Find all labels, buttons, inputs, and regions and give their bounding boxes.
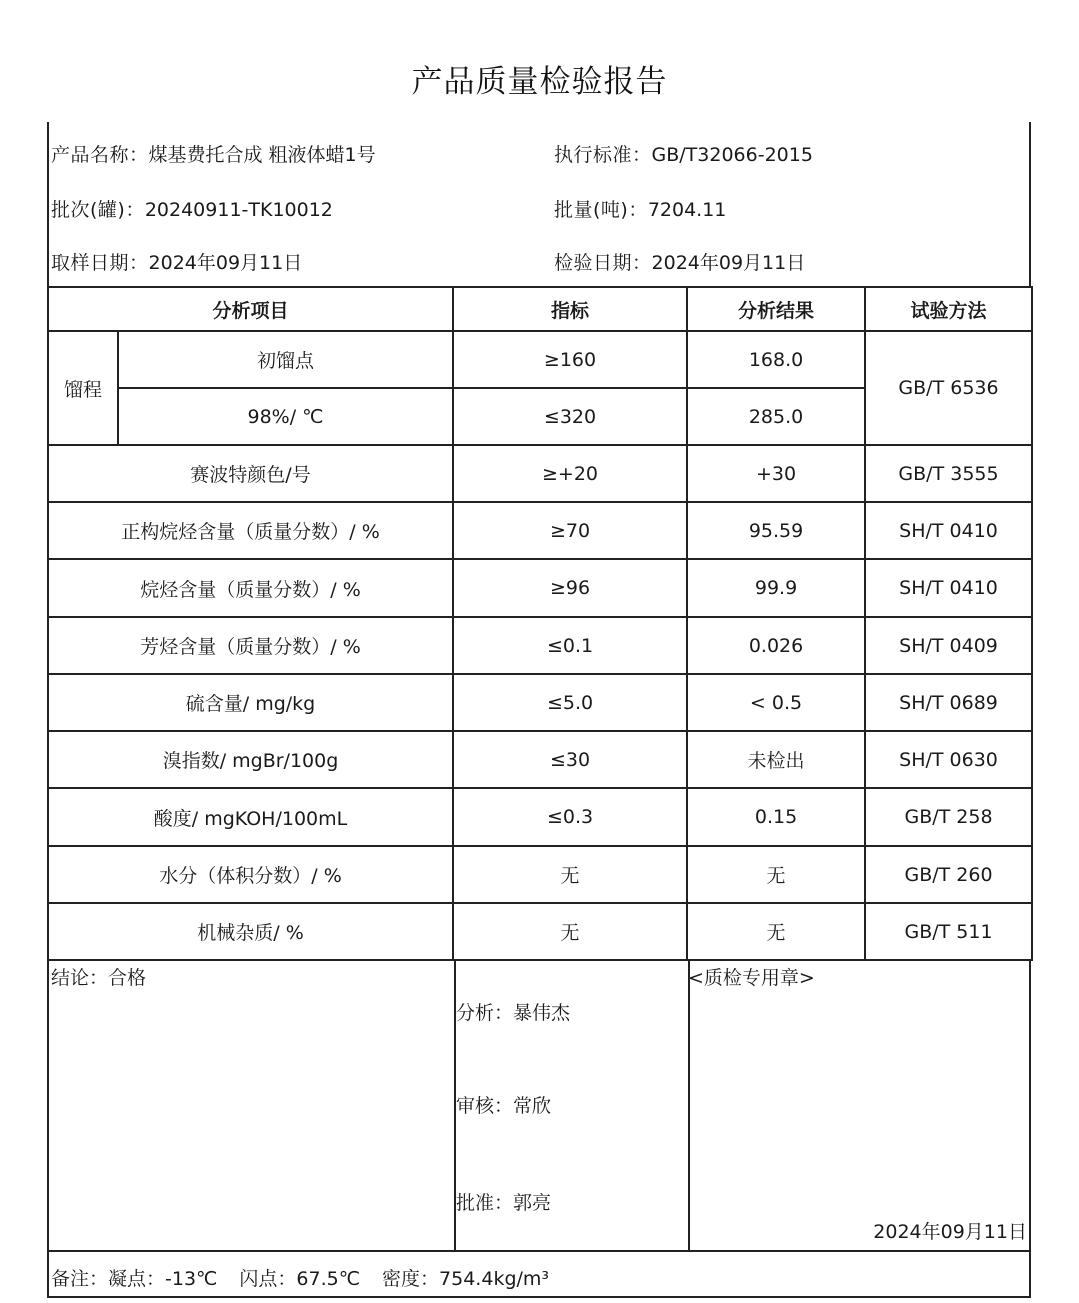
row-result: 285.0	[687, 388, 865, 445]
row-method: SH/T 0689	[865, 674, 1032, 731]
quantity-field	[554, 195, 726, 222]
standard-field	[554, 140, 813, 167]
sampling-date-field	[51, 248, 302, 275]
distillation-group-label: 馏程	[48, 331, 118, 445]
approver-signature: 批准：郭亮	[456, 1192, 552, 1214]
batch-label: 批次(罐)：	[51, 199, 145, 221]
row-spec: ≥70	[453, 502, 687, 559]
reviewer-signature: 审核：常欣	[456, 1095, 552, 1117]
row-spec: ≥96	[453, 559, 687, 617]
analyst-signature: 分析：暴伟杰	[456, 1002, 571, 1024]
row-result: 未检出	[687, 731, 865, 788]
stamp-cell	[688, 960, 1029, 1250]
row-item: 酸度/ mgKOH/100mL	[48, 788, 453, 846]
remarks-row	[47, 1250, 1031, 1298]
table-row	[48, 903, 1032, 960]
flash-point: 闪点：67.5℃	[239, 1268, 361, 1290]
batch-field	[51, 195, 333, 222]
row-result: 168.0	[687, 331, 865, 388]
row-method: GB/T 511	[865, 903, 1032, 960]
row-result: 0.15	[687, 788, 865, 846]
row-result: < 0.5	[687, 674, 865, 731]
report-title: 产品质量检验报告	[411, 64, 668, 100]
table-row	[48, 331, 1032, 388]
product-name-value: 煤基费托合成 粗液体蜡1号	[148, 144, 376, 166]
row-item: 溴指数/ mgBr/100g	[48, 731, 453, 788]
conclusion-text: 结论：合格	[51, 967, 147, 989]
row-spec: ≤0.1	[453, 617, 687, 674]
remarks-label: 备注：	[51, 1268, 109, 1290]
inspection-date-label: 检验日期：	[554, 252, 652, 274]
product-name-field	[51, 140, 376, 167]
table-row	[48, 788, 1032, 846]
row-result: 0.026	[687, 617, 865, 674]
row-method: SH/T 0409	[865, 617, 1032, 674]
table-row	[48, 731, 1032, 788]
conclusion-cell	[49, 960, 456, 1250]
row-method: SH/T 0410	[865, 559, 1032, 617]
quantity-label: 批量(吨)：	[554, 199, 648, 221]
row-spec: ≤30	[453, 731, 687, 788]
table-row	[48, 502, 1032, 559]
sampling-date-label: 取样日期：	[51, 252, 149, 274]
table-header-row	[48, 287, 1032, 331]
row-item: 硫含量/ mg/kg	[48, 674, 453, 731]
row-item: 芳烃含量（质量分数）/ %	[48, 617, 453, 674]
analysis-table	[47, 286, 1033, 961]
row-item: 烷烃含量（质量分数）/ %	[48, 559, 453, 617]
table-row	[48, 846, 1032, 903]
row-spec: ≤0.3	[453, 788, 687, 846]
row-method: GB/T 3555	[865, 445, 1032, 502]
batch-value: 20240911-TK10012	[144, 199, 333, 221]
density: 密度：754.4kg/m³	[382, 1268, 550, 1290]
standard-label: 执行标准：	[554, 144, 652, 166]
remarks-text	[51, 1264, 571, 1291]
row-result: 99.9	[687, 559, 865, 617]
row-method: GB/T 260	[865, 846, 1032, 903]
row-item: 赛波特颜色/号	[48, 445, 453, 502]
row-item: 初馏点	[118, 331, 453, 388]
stamp-date: 2024年09月11日	[873, 1221, 1027, 1243]
conclusion-section	[47, 960, 1031, 1252]
row-spec: ≤320	[453, 388, 687, 445]
sampling-date-value: 2024年09月11日	[148, 252, 303, 274]
row-method: GB/T 258	[865, 788, 1032, 846]
row-result: +30	[687, 445, 865, 502]
row-spec: 无	[453, 903, 687, 960]
signature-cell	[454, 960, 690, 1250]
inspection-date-field	[554, 248, 805, 275]
row-item: 水分（体积分数）/ %	[48, 846, 453, 903]
row-result: 无	[687, 846, 865, 903]
header-result: 分析结果	[687, 287, 865, 331]
header-item: 分析项目	[48, 287, 453, 331]
table-row	[48, 559, 1032, 617]
row-method: SH/T 0410	[865, 502, 1032, 559]
row-spec: ≥160	[453, 331, 687, 388]
header-method: 试验方法	[865, 287, 1032, 331]
row-spec: 无	[453, 846, 687, 903]
product-name-label: 产品名称：	[51, 144, 149, 166]
header-spec: 指标	[453, 287, 687, 331]
pour-point: 凝点：-13℃	[108, 1268, 218, 1290]
row-result: 95.59	[687, 502, 865, 559]
distillation-method: GB/T 6536	[865, 331, 1032, 445]
header-info	[47, 122, 1031, 287]
table-row	[48, 445, 1032, 502]
table-row	[48, 674, 1032, 731]
row-method: SH/T 0630	[865, 731, 1032, 788]
standard-value: GB/T32066-2015	[651, 144, 813, 166]
stamp-label: <质检专用章>	[688, 967, 815, 989]
row-item: 98%/ ℃	[118, 388, 453, 445]
row-spec: ≤5.0	[453, 674, 687, 731]
row-item: 正构烷烃含量（质量分数）/ %	[48, 502, 453, 559]
table-row	[48, 617, 1032, 674]
quantity-value: 7204.11	[647, 199, 727, 221]
row-result: 无	[687, 903, 865, 960]
row-item: 机械杂质/ %	[48, 903, 453, 960]
row-spec: ≥+20	[453, 445, 687, 502]
inspection-date-value: 2024年09月11日	[651, 252, 806, 274]
